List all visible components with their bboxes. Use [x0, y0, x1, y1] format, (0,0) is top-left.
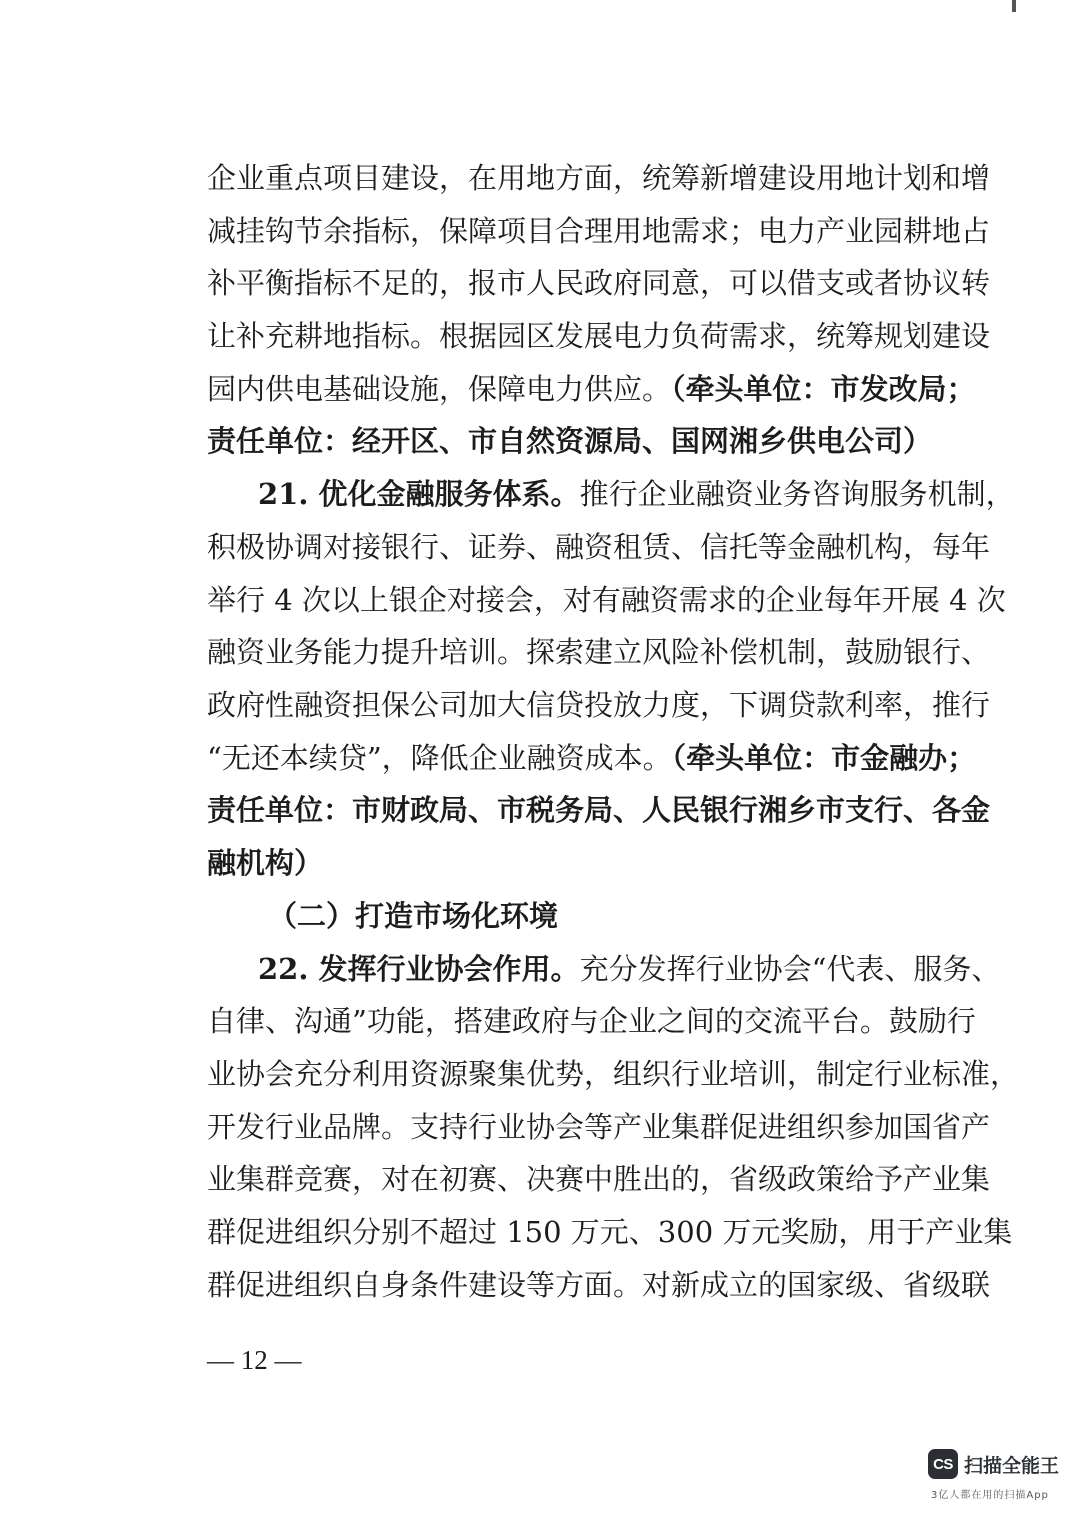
text-line: 举行 4 次以上银企对接会，对有融资需求的企业每年开展 4 次 [207, 583, 1006, 617]
text-fragment: 推行企业融资业务咨询服务机制， [579, 477, 1015, 511]
text-line: 积极协调对接银行、证券、融资租赁、信托等金融机构，每年 [207, 530, 991, 564]
watermark-row [928, 1446, 1059, 1482]
item-heading-21: 21. 优化金融服务体系。 [258, 477, 580, 511]
top-edge-mark [1012, 0, 1016, 12]
responsible-unit-label: 责任单位：市财政局、市税务局、人民银行湘乡市支行、各金 [207, 793, 991, 827]
text-fragment: 园内供电基础设施，保障电力供应。 [207, 372, 672, 406]
scanner-watermark [928, 1446, 1068, 1516]
text-line: 开发行业品牌。支持行业协会等产业集群促进组织参加国省产 [207, 1110, 991, 1144]
watermark-slogan: 3亿人都在用的扫描App [931, 1490, 1049, 1501]
text-fragment: “无还本续贷”，降低企业融资成本。 [207, 741, 672, 775]
lead-unit-label: （牵头单位：市发改局； [671, 372, 976, 406]
text-line: 业集群竞赛，对在初赛、决赛中胜出的，省级政策给予产业集 [207, 1162, 991, 1196]
responsible-unit-label: 责任单位：经开区、市自然资源局、国网湘乡供电公司） [207, 424, 933, 458]
text-line: 企业重点项目建设，在用地方面，统筹新增建设用地计划和增 [207, 161, 991, 195]
page-number: — 12 — [207, 1345, 302, 1375]
camscanner-logo-icon: CS [928, 1449, 958, 1479]
text-line: 融资业务能力提升培训。探索建立风险补偿机制，鼓励银行、 [207, 635, 991, 669]
text-line: 群促进组织分别不超过 150 万元、300 万元奖励，用于产业集 [207, 1215, 1013, 1249]
text-line: 让补充耕地指标。根据园区发展电力负荷需求，统筹规划建设 [207, 319, 991, 353]
text-line [258, 949, 1001, 989]
watermark-title: 扫描全能王 [964, 1454, 1060, 1477]
responsible-unit-label: 融机构） [207, 846, 324, 880]
section-heading: （二）打造市场化环境 [268, 899, 559, 933]
text-line: 群促进组织自身条件建设等方面。对新成立的国家级、省级联 [207, 1268, 991, 1302]
item-heading-22: 22. 发挥行业协会作用。 [258, 952, 580, 986]
text-fragment: 充分发挥行业协会“代表、服务、 [579, 952, 1001, 986]
text-line: 补平衡指标不足的，报市人民政府同意，可以借支或者协议转 [207, 266, 991, 300]
lead-unit-label: （牵头单位：市金融办； [671, 741, 977, 775]
text-line: 自律、沟通”功能，搭建政府与企业之间的交流平台。鼓励行 [207, 1004, 976, 1038]
text-line: 政府性融资担保公司加大信贷投放力度，下调贷款利率，推行 [207, 688, 991, 722]
text-line [207, 738, 977, 778]
text-line: 业协会充分利用资源聚集优势，组织行业培训，制定行业标准， [207, 1057, 1020, 1091]
text-line [207, 369, 976, 409]
text-line: 减挂钩节余指标，保障项目合理用地需求；电力产业园耕地占 [207, 214, 991, 248]
text-line [258, 474, 1015, 514]
